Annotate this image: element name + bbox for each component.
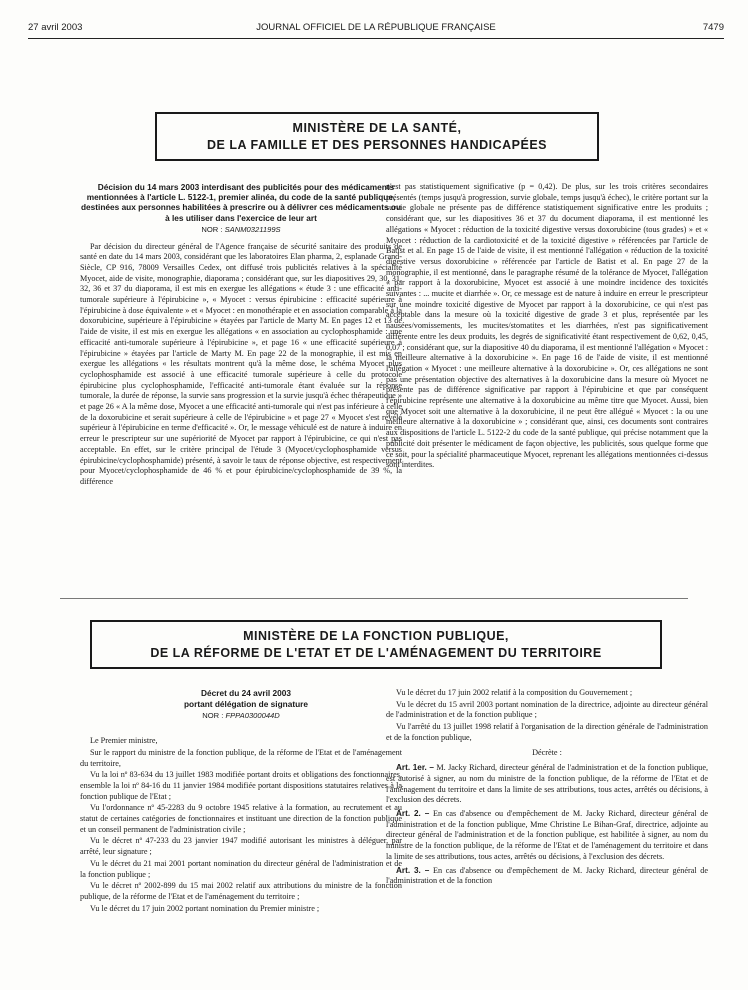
decrete-heading: Décrète : xyxy=(532,747,562,757)
decision-title: Décision du 14 mars 2003 interdisant des publicités pour des médicaments mentionnées à l'article L. 5122-1, premier alinéa, du code de la santé publique, destinées aux personnes habilitées à prescrire ou à délivrer ces médicaments ou à les utiliser dans l'exercice de leur art xyxy=(80,182,402,223)
nor-code: FPPA0300044D xyxy=(225,711,280,721)
article-label: Art. 3. – xyxy=(396,865,430,875)
ministry-heading-line2: DE LA FAMILLE ET DES PERSONNES HANDICAPÉES xyxy=(206,138,548,152)
decree-visa: Sur le rapport du ministre de la fonction publique, de la réforme de l'Etat et de l'aménagement du territoire, xyxy=(80,747,402,768)
header-rule xyxy=(28,38,724,39)
decree-visa: Vu le décret du 15 avril 2003 portant nomination de la directrice, adjointe au directeur général de l'administration et de la fonction publique ; xyxy=(386,699,708,720)
decree-right-column xyxy=(386,688,708,888)
ministry-heading-fonction-publique xyxy=(90,620,662,669)
article-text: En cas d'absence ou d'empêchement de M. Jacky Richard, directeur général de l'administration et de la fonction xyxy=(386,865,708,886)
decree-visa: Vu le décret du 17 juin 2002 portant nomination du Premier ministre ; xyxy=(90,903,320,913)
decision-right-column xyxy=(386,182,708,471)
decree-visa: Vu le décret nº 2002-899 du 15 mai 2002 relatif aux attributions du ministre de la fonction publique, de la réforme de l'Etat et de l'aménagement du territoire ; xyxy=(80,881,402,901)
decree-title: Décret du 24 avril 2003 xyxy=(201,688,291,698)
ministry-heading-sante xyxy=(155,112,599,161)
ministry-heading-line2: DE LA RÉFORME DE L'ETAT ET DE L'AMÉNAGEMENT DU TERRITOIRE xyxy=(150,646,602,660)
page-header xyxy=(28,22,724,36)
section-divider xyxy=(60,598,688,599)
decree-visa: Vu l'arrêté du 13 juillet 1998 relatif à l'organisation de la direction générale de l'administration et de la fonction publique, xyxy=(386,722,708,742)
header-journal-title: JOURNAL OFFICIEL DE LA RÉPUBLIQUE FRANÇAISE xyxy=(256,22,496,33)
nor-label: NOR : xyxy=(201,224,223,234)
decree-visa: Le Premier ministre, xyxy=(90,736,158,746)
decree-visa: Vu le décret du 21 mai 2001 portant nomination du directeur général de l'administration et de la fonction publique ; xyxy=(80,858,402,879)
nor-code: SANM0321199S xyxy=(224,224,281,234)
decision-left-text: Par décision du directeur général de l'Agence française de sécurité sanitaire des produits de santé en date du 14 mars 2003, considérant que les laboratoires Elan pharma, 2, esplanade Grand-Siècle, CP 916, 78009 Versailles Cedex, ont diffusé trois publicités relatives à la spécialité Myocet, aide de visite, monographie, diaporama ; considérant que, sur les diapositives 29, 30, 31, 32, 36 et 37 du diaporama, il est mis en exergue les allégations « étude 3 : une efficacité anti-tumorale supérieure à l'épirubicine », « Myocet : versus épirubicine : efficacité supérieure à l'épirubicine à dose équivalente » et « Myocet : en monothérapie et en association comparable à la doxorubicine, supérieure à l'épirubicine » étayées par l'article de Marty M. En pages 12 et 13 de l'aide de visite, il est mis en exergue les allégations « en association au cyclophosphamide : une efficacité anti-tumorale supérieure à l'épirubicine », et page 16 « une efficacité supérieure à l'épirubicine » étayées par l'article de Marty M. En page 22 de la monographie, il est mis en exergue les allégations « les résultats montrent qu'à la même dose, le schéma Myocet plus cyclophosphamide est associé à une efficacité tumorale supérieure à celle du protocole épirubicine plus cyclophosphamide, l'efficacité anti-tumorale étant évaluée sur la réponse tumorale, la durée de réponse, la survie sans progression et la survie jusqu'à échec thérapeutique » et page 26 « A la même dose, Myocet a une efficacité anti-tumorale qui n'est pas inférieure à celle de la doxorubicine et serait supérieure à celle de l'épirubicine » et page 27 « Myocet s'est révélé supérieur à l'épirubicine en terme d'efficacité ». Or, le message véhiculé est de nature à induire en erreur le prescripteur sur une supériorité de Myocet par rapport à l'épirubicine, ce qui n'est pas acceptable. En effet, sur le critère principal de l'étude 3 (Myocet/cyclophosphamide versus épirubicine/cyclophosphamide) présenté, à savoir le taux de réponse objective, est respectivement pour Myocet/cyclophosphamide de 46 % et pour épirubicine/cyclophosphamide de 39 %, la différence xyxy=(80,241,402,486)
decree-nor xyxy=(80,711,402,722)
article-text: M. Jacky Richard, directeur général de l'administration et de la fonction publique, est autorisé à signer, au nom du ministre de la fonction publique, de la réforme de l'Etat et de l'aménagement du territoire et dans la limite de ses attributions, tous actes, arrêtés ou décisions, à l'exclusion des décrets. xyxy=(386,763,709,805)
decision-left-column xyxy=(80,182,402,488)
article-3 xyxy=(386,866,708,887)
article-label: Art. 1er. – xyxy=(396,763,434,773)
article-1 xyxy=(386,763,708,806)
decree-visa: Vu la loi nº 83-634 du 13 juillet 1983 modifiée portant droits et obligations des fonctionnaires, ensemble la loi nº 84-16 du 11 janvier 1984 modifiée portant dispositions statutaires relatives à la fonction publique de l'Etat ; xyxy=(80,770,402,801)
ministry-heading-line1: MINISTÈRE DE LA FONCTION PUBLIQUE, xyxy=(243,629,509,643)
decree-visa: Vu le décret nº 47-233 du 23 janvier 1947 modifié autorisant les ministres à déléguer, par arrêté, leur signature ; xyxy=(80,836,402,857)
decree-left-column xyxy=(80,688,402,915)
nor-label: NOR : xyxy=(202,711,224,721)
decision-nor xyxy=(80,225,402,236)
decision-right-text: n'est pas statistiquement significative (p = 0,42). De plus, sur les trois critères secondaires présentés (temps jusqu'à progression, survie globale, temps jusqu'à échec), le critère portant sur la survie globale ne présente pas de différence statistiquement significative entre les produits ; considérant que, sur les diapositives 36 et 37 du document diaporama, il est mentionné les allégations « Myocet : réduction de la toxicité digestive versus doxorubicine (tous grades) » et « Myocet : réduction de la cardiotoxicité et de la toxicité digestive » référencées par l'article de Batist et al. En page 15 de l'aide de visite, il est mentionné l'allégation « réduction de la toxicité digestive versus doxorubicine » référencée par l'article de Batist et al. En page 27 de la monographie, il est mentionné, dans le paragraphe résumé de la tolérance de Myocet, l'allégation « par rapport à la doxorubicine, Myocet est associé à une moindre incidence des toxicités suivantes : ... mucite et diarrhée ». Or, ce message est de nature à induire en erreur le prescripteur sur une moindre toxicité digestive de Myocet par rapport à la doxorubicine, ce qui n'est pas acceptable dans la mesure où la toxicité digestive de grade 3 et plus, représentée par les nausées/vomissements, les mucites/stomatites et les diarrhées, n'est pas significativement différente entre les deux produits, les degrés de significativité étant respectivement de 0,62, 0,45, 0,07 ; considérant que, sur la diapositive 40 du diaporama, il est mentionné l'allégation « Myocet : la meilleure alternative à la doxorubicine ». En page 16 de l'aide de visite, il est mentionné l'allégation « Myocet : une meilleure alternative à la doxorubicine ». Or, ces allégations ne sont pas une présentation objective des alternatives à la doxorubicine dans la mesure où Myocet ne présente pas de différence significative par rapport à l'épirubicine et que par conséquent l'épirubicine représente une alternative à la doxorubicine au même titre que Myocet. Aussi, bien que Myocet soit une alternative à la doxorubicine, il ne peut être allégué « Myocet : la ou une meilleure alternative à la doxorubicine » ; considérant que, ainsi, ces documents sont contraires aux dispositions de l'article L. 5122-2 du code de la santé publique, qui précise notamment que la publicité doit présenter le médicament de façon objective, les publicités, sous quelque forme que ce soit, pour la spécialité pharmaceutique Myocet, reprenant les allégations mentionnées ci-dessus sont interdites. xyxy=(386,182,708,470)
article-text: En cas d'absence ou d'empêchement de M. Jacky Richard, directeur général de l'administration et de la fonction publique, Mme Christine Le Bihan-Graf, directrice, adjointe au directeur général de l'administration et de la fonction publique, est habilitée à signer, au nom du ministre de la fonction publique, de la réforme de l'Etat et de l'aménagement du territoire et dans la limite de ses attributions, tous actes, arrêtés ou décisions, à l'exclusion des décrets. xyxy=(386,809,708,861)
header-date: 27 avril 2003 xyxy=(28,22,83,33)
ministry-heading-line1: MINISTÈRE DE LA SANTÉ, xyxy=(292,121,462,135)
article-2 xyxy=(386,809,708,863)
article-label: Art. 2. – xyxy=(396,809,430,819)
header-page-number: 7479 xyxy=(702,22,724,33)
decree-visa: Vu l'ordonnance nº 45-2283 du 9 octobre 1945 relative à la formation, au recrutement et au statut de certaines catégories de fonctionnaires et instituant une direction de la fonction publique et un conseil permanent de l'administration civile ; xyxy=(80,803,402,834)
decree-subtitle: portant délégation de signature xyxy=(183,699,308,710)
decree-visa: Vu le décret du 17 juin 2002 relatif à la composition du Gouvernement ; xyxy=(396,688,633,697)
